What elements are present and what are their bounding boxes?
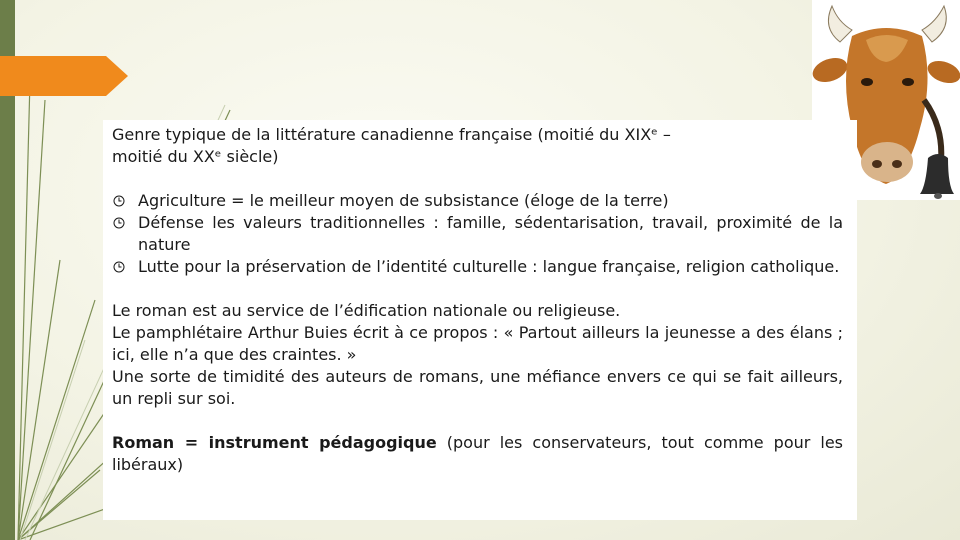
clock-icon xyxy=(113,195,125,207)
intro-line-2: moitié du XXᵉ siècle) xyxy=(112,147,279,166)
conclusion xyxy=(112,432,843,476)
list-item xyxy=(112,212,843,256)
body-paragraph-2: Le pamphlétaire Arthur Buies écrit à ce propos : « Partout ailleurs la jeunesse a des élans ; ici, elle n’a que des craintes. » xyxy=(112,323,843,364)
body-paragraph-3: Une sorte de timidité des auteurs de romans, une méfiance envers ce qui se fait ailleurs, un repli sur soi. xyxy=(112,367,843,408)
bullet-text: Lutte pour la préservation de l’identité culturelle : langue française, religion catholique. xyxy=(138,257,840,276)
bullet-text: Agriculture = le meilleur moyen de subsistance (éloge de la terre) xyxy=(138,191,669,210)
list-item xyxy=(112,256,843,278)
list-item xyxy=(112,190,843,212)
content-text-box xyxy=(103,120,857,520)
bullet-list xyxy=(112,190,843,278)
clock-icon xyxy=(113,261,125,273)
intro-text xyxy=(112,124,843,168)
body-paragraph-1: Le roman est au service de l’édification nationale ou religieuse. xyxy=(112,301,621,320)
conclusion-rest: (pour les conservateurs, tout comme pour les libéraux) xyxy=(112,433,844,474)
orange-arrow-accent xyxy=(0,56,128,96)
conclusion-bold: Roman = instrument pédagogique xyxy=(112,433,437,452)
intro-line-1: Genre typique de la littérature canadienne française (moitié du XIXᵉ – xyxy=(112,125,671,144)
bullet-text: Défense les valeurs traditionnelles : famille, sédentarisation, travail, proximité de la nature xyxy=(138,213,843,254)
clock-icon xyxy=(113,217,125,229)
